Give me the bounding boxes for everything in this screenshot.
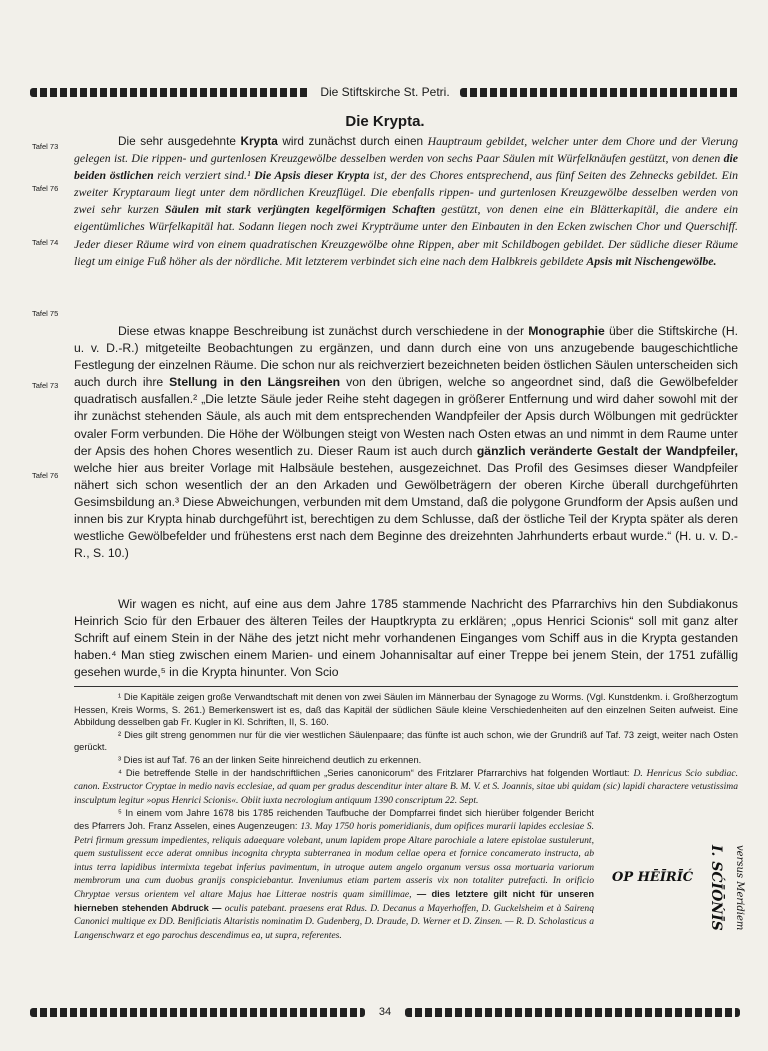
running-title: Die Stiftskirche St. Petri. [320, 85, 450, 99]
footnotes [74, 691, 738, 942]
inscription-line-3: versus Meridiem [734, 845, 745, 931]
footnote-4: ⁴ Die betreffende Stelle in der handschriftlichen „Series canonicorum“ des Fritzlarer Pfarrarchivs hat folgenden Wortlaut: D. Henricus Scio subdiac. canon. Exstructor Cryptae in medio navis ecclesiae, ad quam per gradus descenditur inter altare B. M. V. et S. Joannis, sitae ubi quidam (sic) lapidi charactere vetustissima insculptum legitur »opus Henrici Scionis«. Obiit iuxta necrologium antiquum 1390 conscriptum 22. Sept. [74, 767, 738, 806]
footnote-5: ⁵ In einem vom Jahre 1678 bis 1785 reichenden Taufbuche der Dompfarrei findet sich hierüber folgender Bericht des Pfarrers Joh. Franz Asselen, eines Augenzeugen: 13. May 1750 horis pomeridianis, dum opifices murarii lapides ecclesiae S. Petri firmum gressum impedientes, reliquis adaequare volebant, unum lapidem prope Altare parochiale a latere epistolae sustulerunt, quem sustulissent ecce aderat omnibus incognita chrypta subterranea in modum cellae opera et fornice concamerato instructa, ab intus terra lapidibus intermixta tegebat inferius pavimentum, in utroque autem angelo organum versus ossa mortuaria variorum membrorum una cum duobus granijs conspiciebantur. Inveniumus etiam partem asseris vix non totaliter putrefacti. In orificio Chryptae versus orientem vel altare Majus hae Litterae nostris quam simillimae, — dies letztere gilt nicht für unseren hierneben stehenden Abdruck — oculis patebant. praesens erat Rdus. D. Decanus a Mayerhoffen, D. Guckelsheim et à Sairenq Canonici multique ex DD. Benificiatis Altaristis nominatim D. Gudenberg, D. Draude, D. Werner et D. Zinsen. — R. D. Scholasticus a Langenschwarz et ego parochus descendimus ea, ut supra, referentes. [74, 808, 595, 941]
margin-note: Tafel 75 [32, 309, 59, 318]
ornament-left [30, 1008, 365, 1017]
ornament-left [30, 88, 310, 97]
page-number: 34 [378, 1006, 392, 1018]
footnote-1: ¹ Die Kapitäle zeigen große Verwandtschaft mit denen von zwei Säulen im Männerbau der Synagoge zu Worms. (Vgl. Kunstdenkm. i. Großherzogtum Hessen, Kreis Worms, S. 261.) Bemerkenswert ist es, daß das Kapitäl der südlichen Säule kleine Verschiedenheiten auf den einzelnen Seiten aufweist. Eine Abbildung desselben gab Fr. Kugler in Kl. Schriften, II, S. 160. [74, 692, 738, 728]
footnote-2: ² Dies gilt streng genommen nur für die vier westlichen Säulenpaare; das fünfte ist auch schon, wie der Grundriß auf Taf. 73 zeigt, weiter nach Osten gerückt. [74, 729, 738, 753]
running-head [30, 82, 740, 102]
paragraph-2: Diese etwas knappe Beschreibung ist zunächst durch verschiedene in der Monographie über die Stiftskirche (H. u. v. D.-R.) mitgeteilte Beobachtungen zu ergänzen, und dann durch eine von uns anzugebende baugeschichtliche Festlegung der einzelnen Räume. Die schon nur als reichverziert bezeichneten beiden östlichen Säulen unterscheiden sich auch durch ihre Stellung in den Längsreihen von den übrigen, welche so angeordnet sind, daß die Gewölbefelder quadratisch ausfallen.² „Die letzte Säule jeder Reihe steht dagegen in größerer Entfernung und wird daher sowohl mit der ihr zunächst stehenden Säule, als auch mit dem entsprechenden Wandpfeiler der Apsis durch Wölbungen mit gedrückter ovaler Form verbunden. Die Höhe der Wölbungen steigt von Westen nach Osten etwas an und nimmt in dem Raume unter der Apsis des hohen Chores wesentlich zu. Dieser Raum ist auch durch gänzlich veränderte Gestalt der Wandpfeiler, welche hier aus breiter Vorlage mit Halbsäule bestehen, ausgezeichnet. Das Profil des Gesimses dieser Wandpfeiler nähert sich schon wesentlich der an den Arkaden und Gewölbeträgern der oberen Kirche überall durchgeführten Gesimsbildung an.³ Diese Abweichungen, verbunden mit dem Umstand, daß die polygone Grundform der Apsis außen und innen bis zur Krypta hinab durchgeführt ist, berechtigen zu dem Schlusse, daß der östliche Teil der Krypta später als deren westliche Gewölbefelder und frühestens erst nach dem Beginne des dreizehnten Jahrhunderts erbaut wurde.“ (H. u. v. D.-R., S. 10.) [74, 324, 739, 561]
paragraph-1: Die sehr ausgedehnte Krypta wird zunächst durch einen Hauptraum gebildet, welcher unter dem Chore und der Vierung gelegen ist. Die rippen- und gurtenlosen Kreuzgewölbe desselben werden von sechs Paar Säulen mit Würfelknäufen gestützt, von denen die beiden östlichen reich verziert sind.¹ Die Apsis dieser Krypta ist, der des Chores entsprechend, aus fünf Seiten des Zehnecks gebildet. Ein zweiter Kryptaraum liegt unter dem nördlichen Kreuzflügel. Die ebenfalls rippen- und gurtenlosen Kreuzgewölbe desselben werden von zwei sehr kurzen Säulen mit stark verjüngten kegelförmigen Schaften gestützt, von denen eine ein Blätterkapitäl, die andere ein eigentümliches Würfelkapitäl hat. Sodann liegen noch zwei Krypträume unter den Einbauten in den Ecken zwischen Chor und Querschiff. Jeder dieser Räume wird von einem quadratischen Kreuzgewölbe ohne Rippen, aber mit Schildbogen gebildet. Der südliche dieser Räume liegt um einige Fuß höher als der nördliche. Mit letzterem verbindet sich eine nach dem Halbkreis gebildete Apsis mit Nischengewölbe. [74, 134, 739, 268]
footnote-3: ³ Dies ist auf Taf. 76 an der linken Seite hinreichend deutlich zu erkennen. [118, 754, 422, 765]
ornament-right [460, 88, 740, 97]
page-footer [30, 1003, 740, 1021]
margin-note: Tafel 76 [32, 471, 59, 480]
inscription-line-2: I. SĆĪŌŃĪS [708, 845, 724, 931]
margin-note: Tafel 74 [32, 238, 59, 247]
margin-note: Tafel 73 [32, 142, 59, 151]
footnote-rule [74, 686, 738, 687]
margin-note: Tafel 73 [32, 381, 59, 390]
inscription-line-1: OP HĒĪRĪĆ [612, 870, 694, 885]
section-heading: Die Krypta. [345, 113, 425, 130]
paragraph-3: Wir wagen es nicht, auf eine aus dem Jahre 1785 stammende Nachricht des Pfarrarchivs hin den Subdiakonus Heinrich Scio für den Erbauer des älteren Teiles der Hauptkrypta zu erklären; „opus Henrici Scionis“ soll mit ganz alter Schrift auf einem Stein in der Nähe des jetzt nicht mehr vorhandenen Einganges vom Schiff aus in die Krypta gestanden haben.⁴ Man stieg zwischen einem Marien- und einem Johannisaltar auf einer Treppe bei jenem Stein, der 1751 zufällig gesehen wurde,⁵ in die Krypta hinunter. Von Scio [74, 597, 738, 680]
margin-note: Tafel 76 [32, 184, 59, 193]
ornament-right [405, 1008, 740, 1017]
